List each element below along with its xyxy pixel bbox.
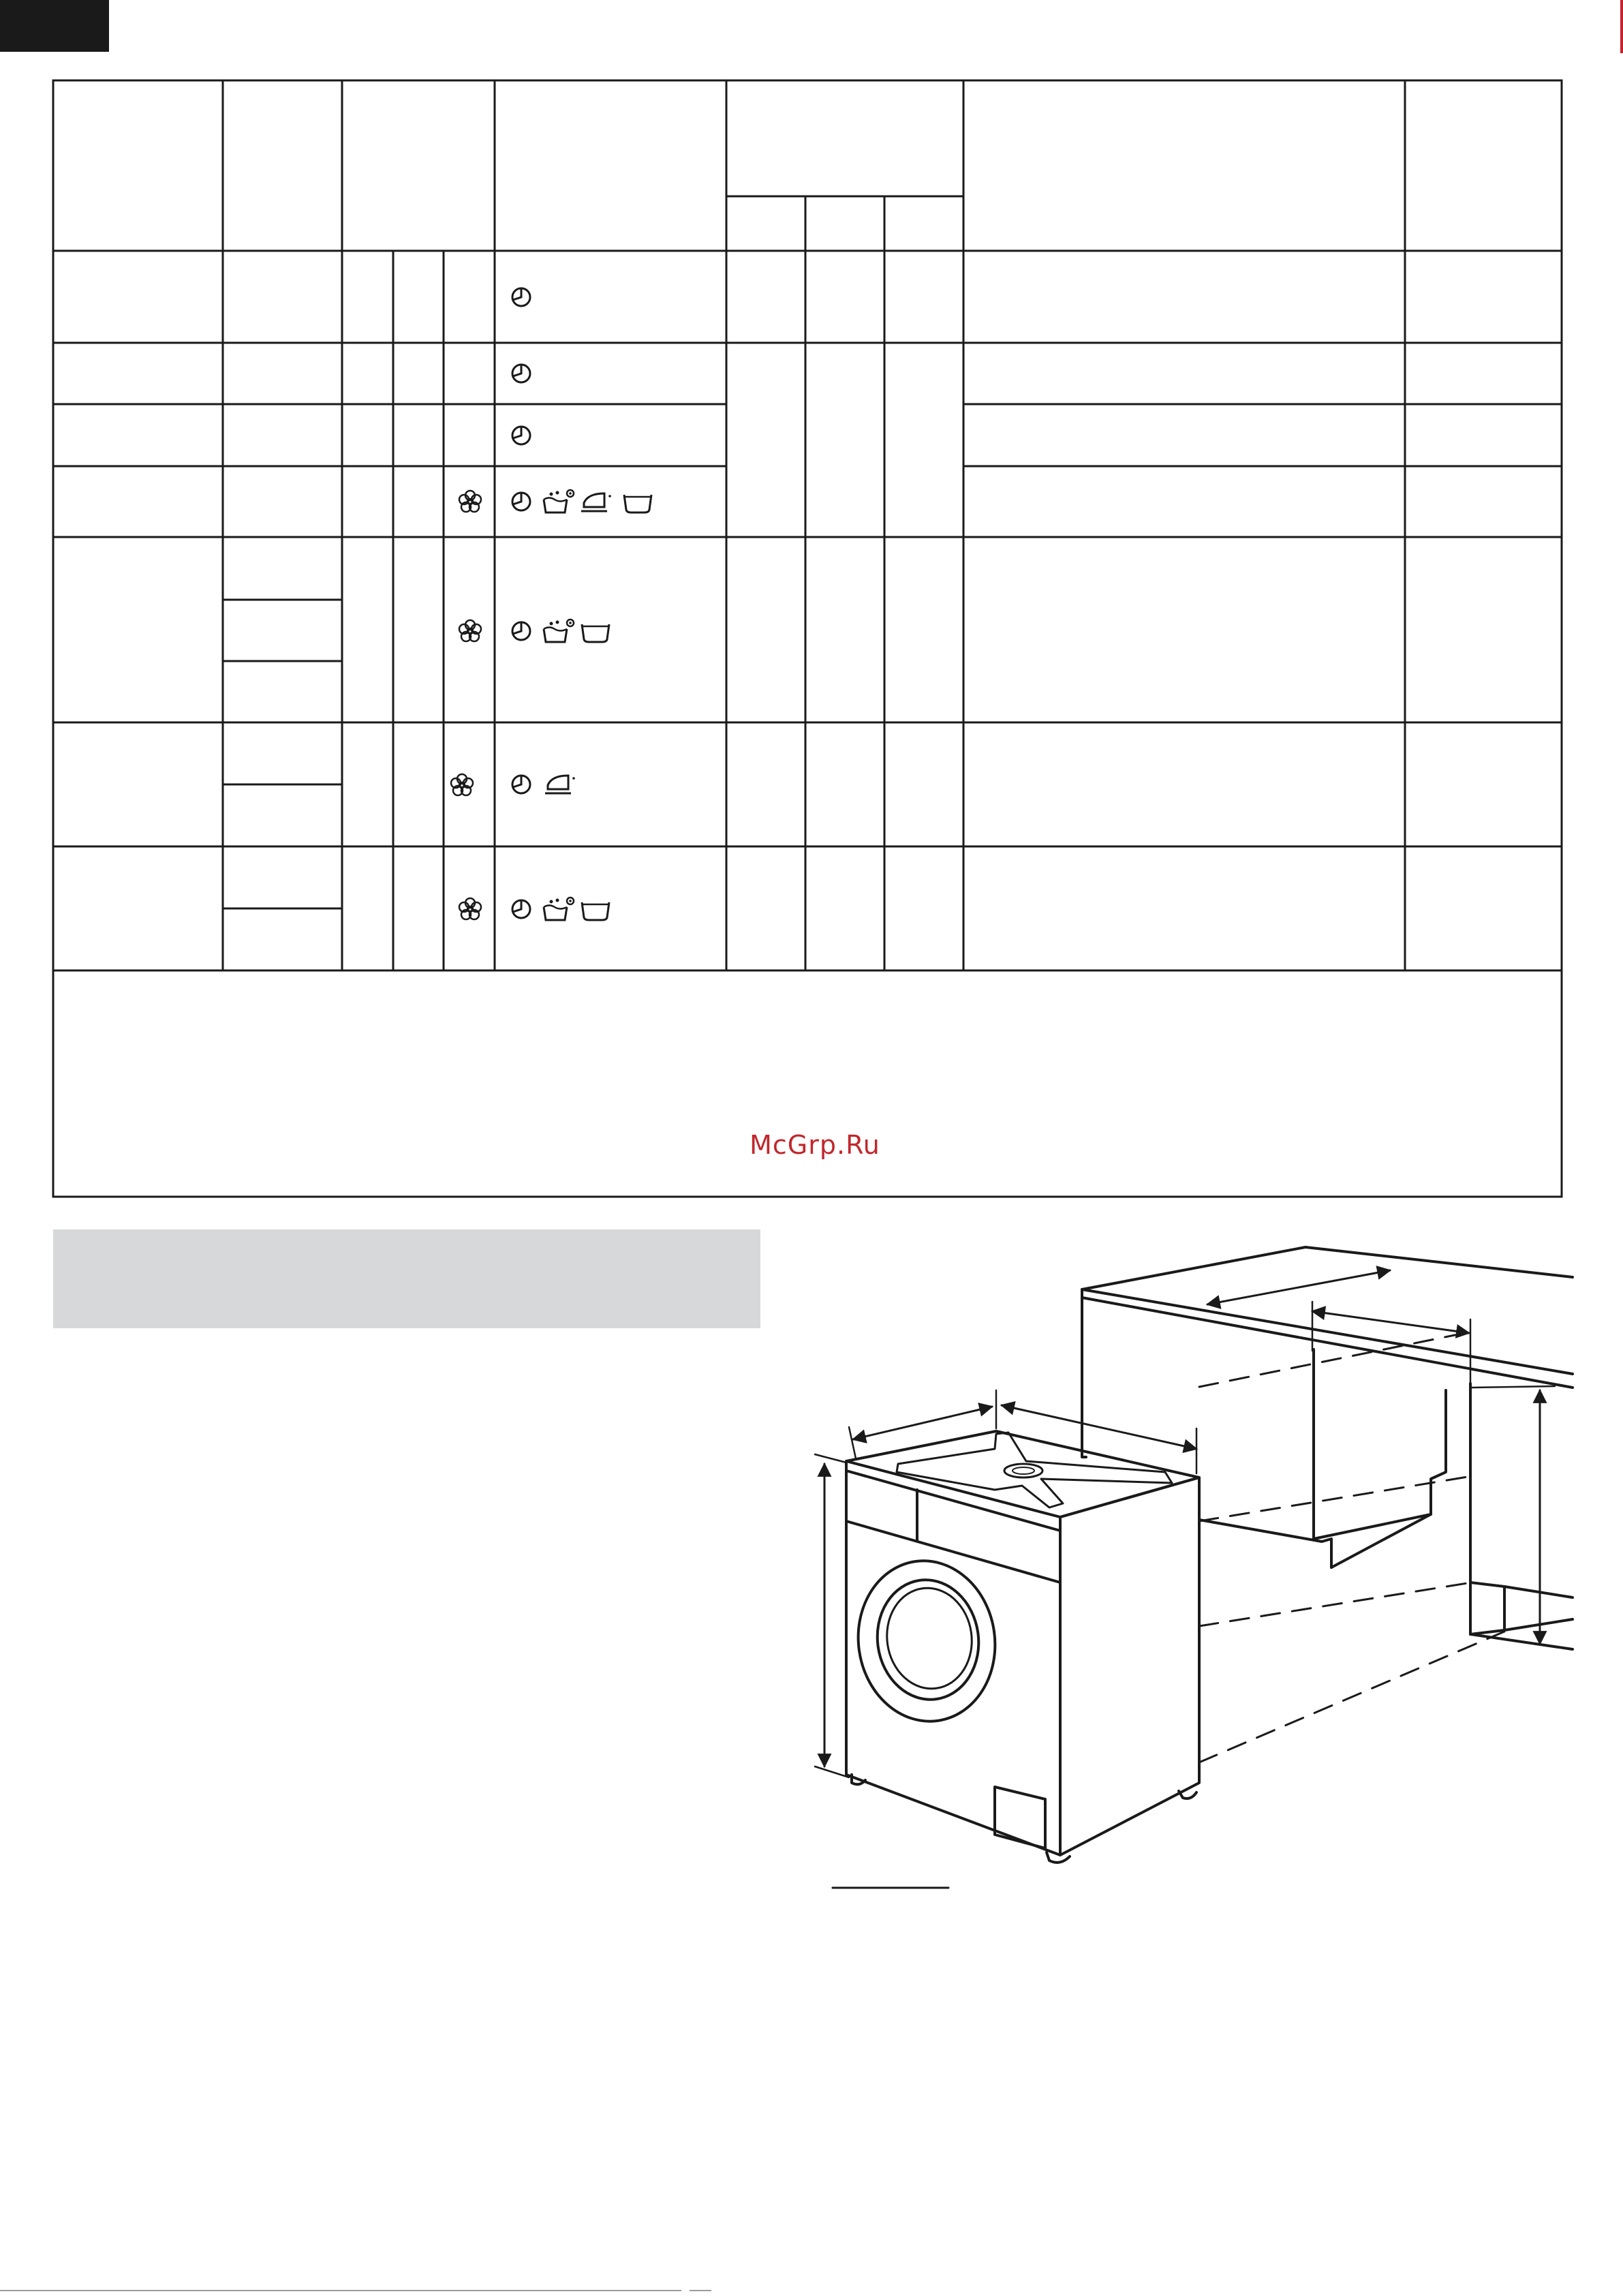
symbol-timer-row1: [512, 288, 530, 306]
section-header-bar: [53, 1229, 760, 1328]
watermark: McGrp.Ru: [749, 1130, 880, 1160]
symbol-set-row7: [459, 898, 609, 920]
footer-rule: [0, 2290, 681, 2291]
symbol-set-row5: [459, 619, 609, 642]
footer-rule-short: [690, 2290, 711, 2291]
symbol-set-row4: [459, 490, 651, 512]
symbol-timer-row2: [512, 365, 530, 382]
symbol-timer-row3: [512, 427, 530, 444]
symbol-set-row6: [451, 774, 575, 795]
installation-illustration: [784, 1234, 1623, 1915]
